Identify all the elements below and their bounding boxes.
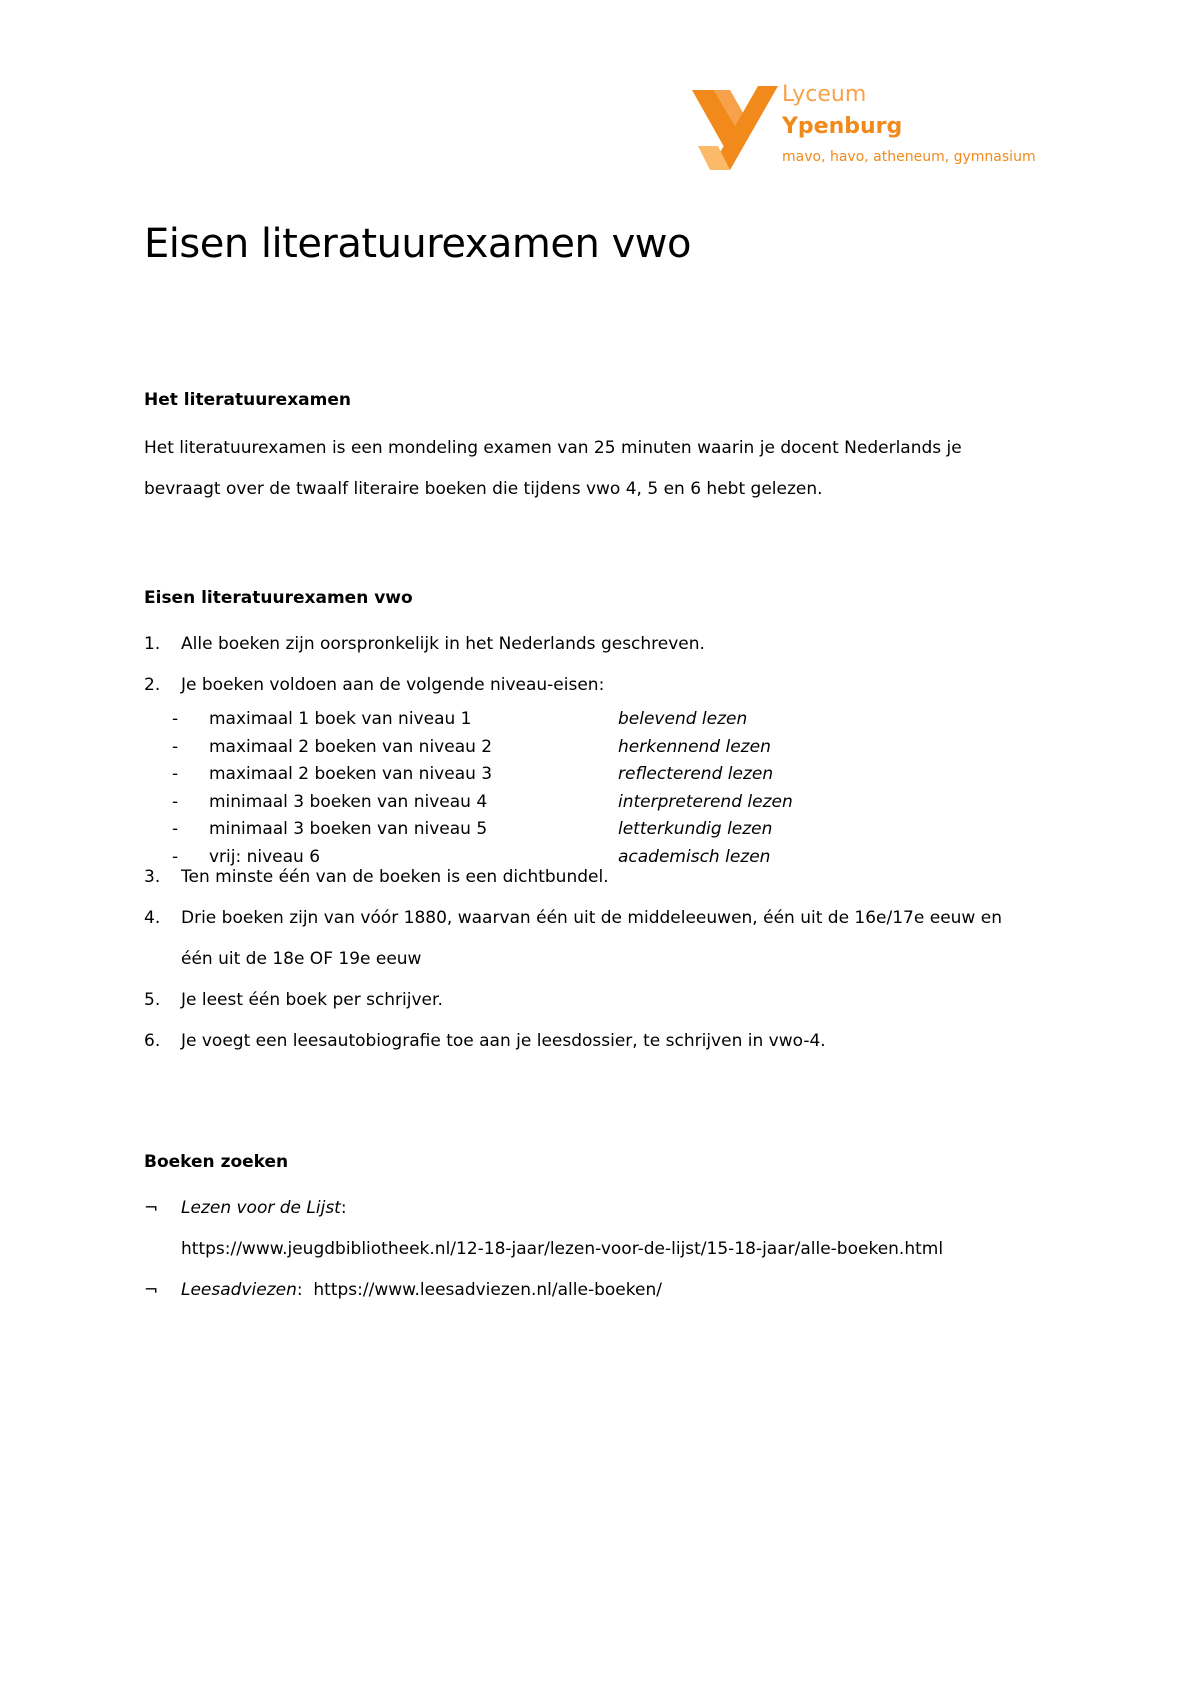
requirement-text: Je boeken voldoen aan de volgende niveau-eisen: [181,675,605,695]
document-body [144,388,1064,1311]
requirement-number: 3. [144,867,161,887]
section-het-literatuurexamen [144,388,1064,510]
level-item [172,706,1064,734]
dash-bullet: - [172,709,179,729]
section-heading: Boeken zoeken [144,1152,289,1172]
resource-name: Leesadviezen [181,1280,297,1300]
dash-bullet: - [172,736,179,757]
requirement-text: Je leest één boek per schrijver. [181,990,443,1010]
logo-name-lyceum: Lyceum [782,82,867,107]
level-text: minimaal 3 boeken van niveau 4 [209,791,488,812]
level-text: vrij: niveau 6 [209,846,321,867]
bullet-mark: ¬ [144,1280,159,1300]
resource-separator: : [340,1198,347,1218]
paragraph-line: bevraagt over de twaalf literaire boeken die tijdens vwo 4, 5 en 6 hebt gelezen. [144,479,823,499]
level-text: minimaal 3 boeken van niveau 5 [209,819,488,839]
requirement-item [144,665,1064,871]
requirement-text: Alle boeken zijn oorspronkelijk in het Nederlands geschreven. [181,634,705,654]
level-label: belevend lezen [618,709,748,729]
resource-separator: : [296,1280,314,1300]
ypenburg-logo-icon [690,82,785,177]
requirement-text: Ten minste één van de boeken is een dichtbundel. [181,867,609,887]
bullet-mark: ¬ [144,1198,159,1218]
level-text: maximaal 1 boek van niveau 1 [209,709,472,729]
section-eisen [144,586,1064,1062]
requirement-item [144,857,1064,898]
level-item [172,734,1064,762]
section-heading: Eisen literatuurexamen vwo [144,588,413,608]
level-item [172,761,1064,789]
document-title: Eisen literatuurexamen vwo [144,221,691,267]
requirement-text: Drie boeken zijn van vóór 1880, waarvan één uit de middeleeuwen, één uit de 16e/17e eeuw en [181,908,1002,928]
resource-item [144,1270,1064,1311]
requirement-number: 2. [144,675,161,695]
dash-bullet: - [172,819,179,839]
section-boeken-zoeken [144,1150,1064,1311]
requirement-number: 5. [144,990,161,1010]
resource-name: Lezen voor de Lijst [181,1198,341,1218]
resource-item [144,1188,1064,1270]
section-paragraph [144,428,1064,510]
paragraph-line: Het literatuurexamen is een mondeling examen van 25 minuten waarin je docent Nederlands je [144,438,962,458]
level-item [172,789,1064,817]
school-logo [690,82,1090,182]
requirement-number: 6. [144,1031,161,1051]
requirements-list [144,624,1064,1062]
requirement-number: 1. [144,634,161,654]
requirement-item [144,898,1064,980]
level-text: maximaal 2 boeken van niveau 2 [209,736,493,757]
level-text: maximaal 2 boeken van niveau 3 [209,764,493,784]
dash-bullet: - [172,846,179,867]
resource-list [144,1188,1064,1311]
requirement-item [144,980,1064,1021]
level-item [172,816,1064,844]
resource-link[interactable]: https://www.jeugdbibliotheek.nl/12-18-jaar/lezen-voor-de-lijst/15-18-jaar/alle-boeken.html [181,1239,944,1259]
level-label: academisch lezen [618,846,771,867]
section-heading: Het literatuurexamen [144,390,351,410]
dash-bullet: - [172,791,179,812]
requirement-item [144,1021,1064,1062]
level-label: reflecterend lezen [618,764,774,784]
requirement-text-continued: één uit de 18e OF 19e eeuw [181,949,422,969]
requirement-number: 4. [144,908,161,928]
level-label: herkennend lezen [618,736,771,757]
requirement-text: Je voegt een leesautobiografie toe aan je leesdossier, te schrijven in vwo-4. [181,1031,826,1051]
dash-bullet: - [172,764,179,784]
requirement-item [144,624,1064,665]
level-label: letterkundig lezen [618,819,773,839]
level-label: interpreterend lezen [618,791,793,812]
resource-link[interactable]: https://www.leesadviezen.nl/alle-boeken/ [313,1280,662,1300]
level-requirements-list [172,706,1064,871]
logo-tagline: mavo, havo, atheneum, gymnasium [782,149,1036,165]
logo-name-ypenburg: Ypenburg [782,114,903,139]
